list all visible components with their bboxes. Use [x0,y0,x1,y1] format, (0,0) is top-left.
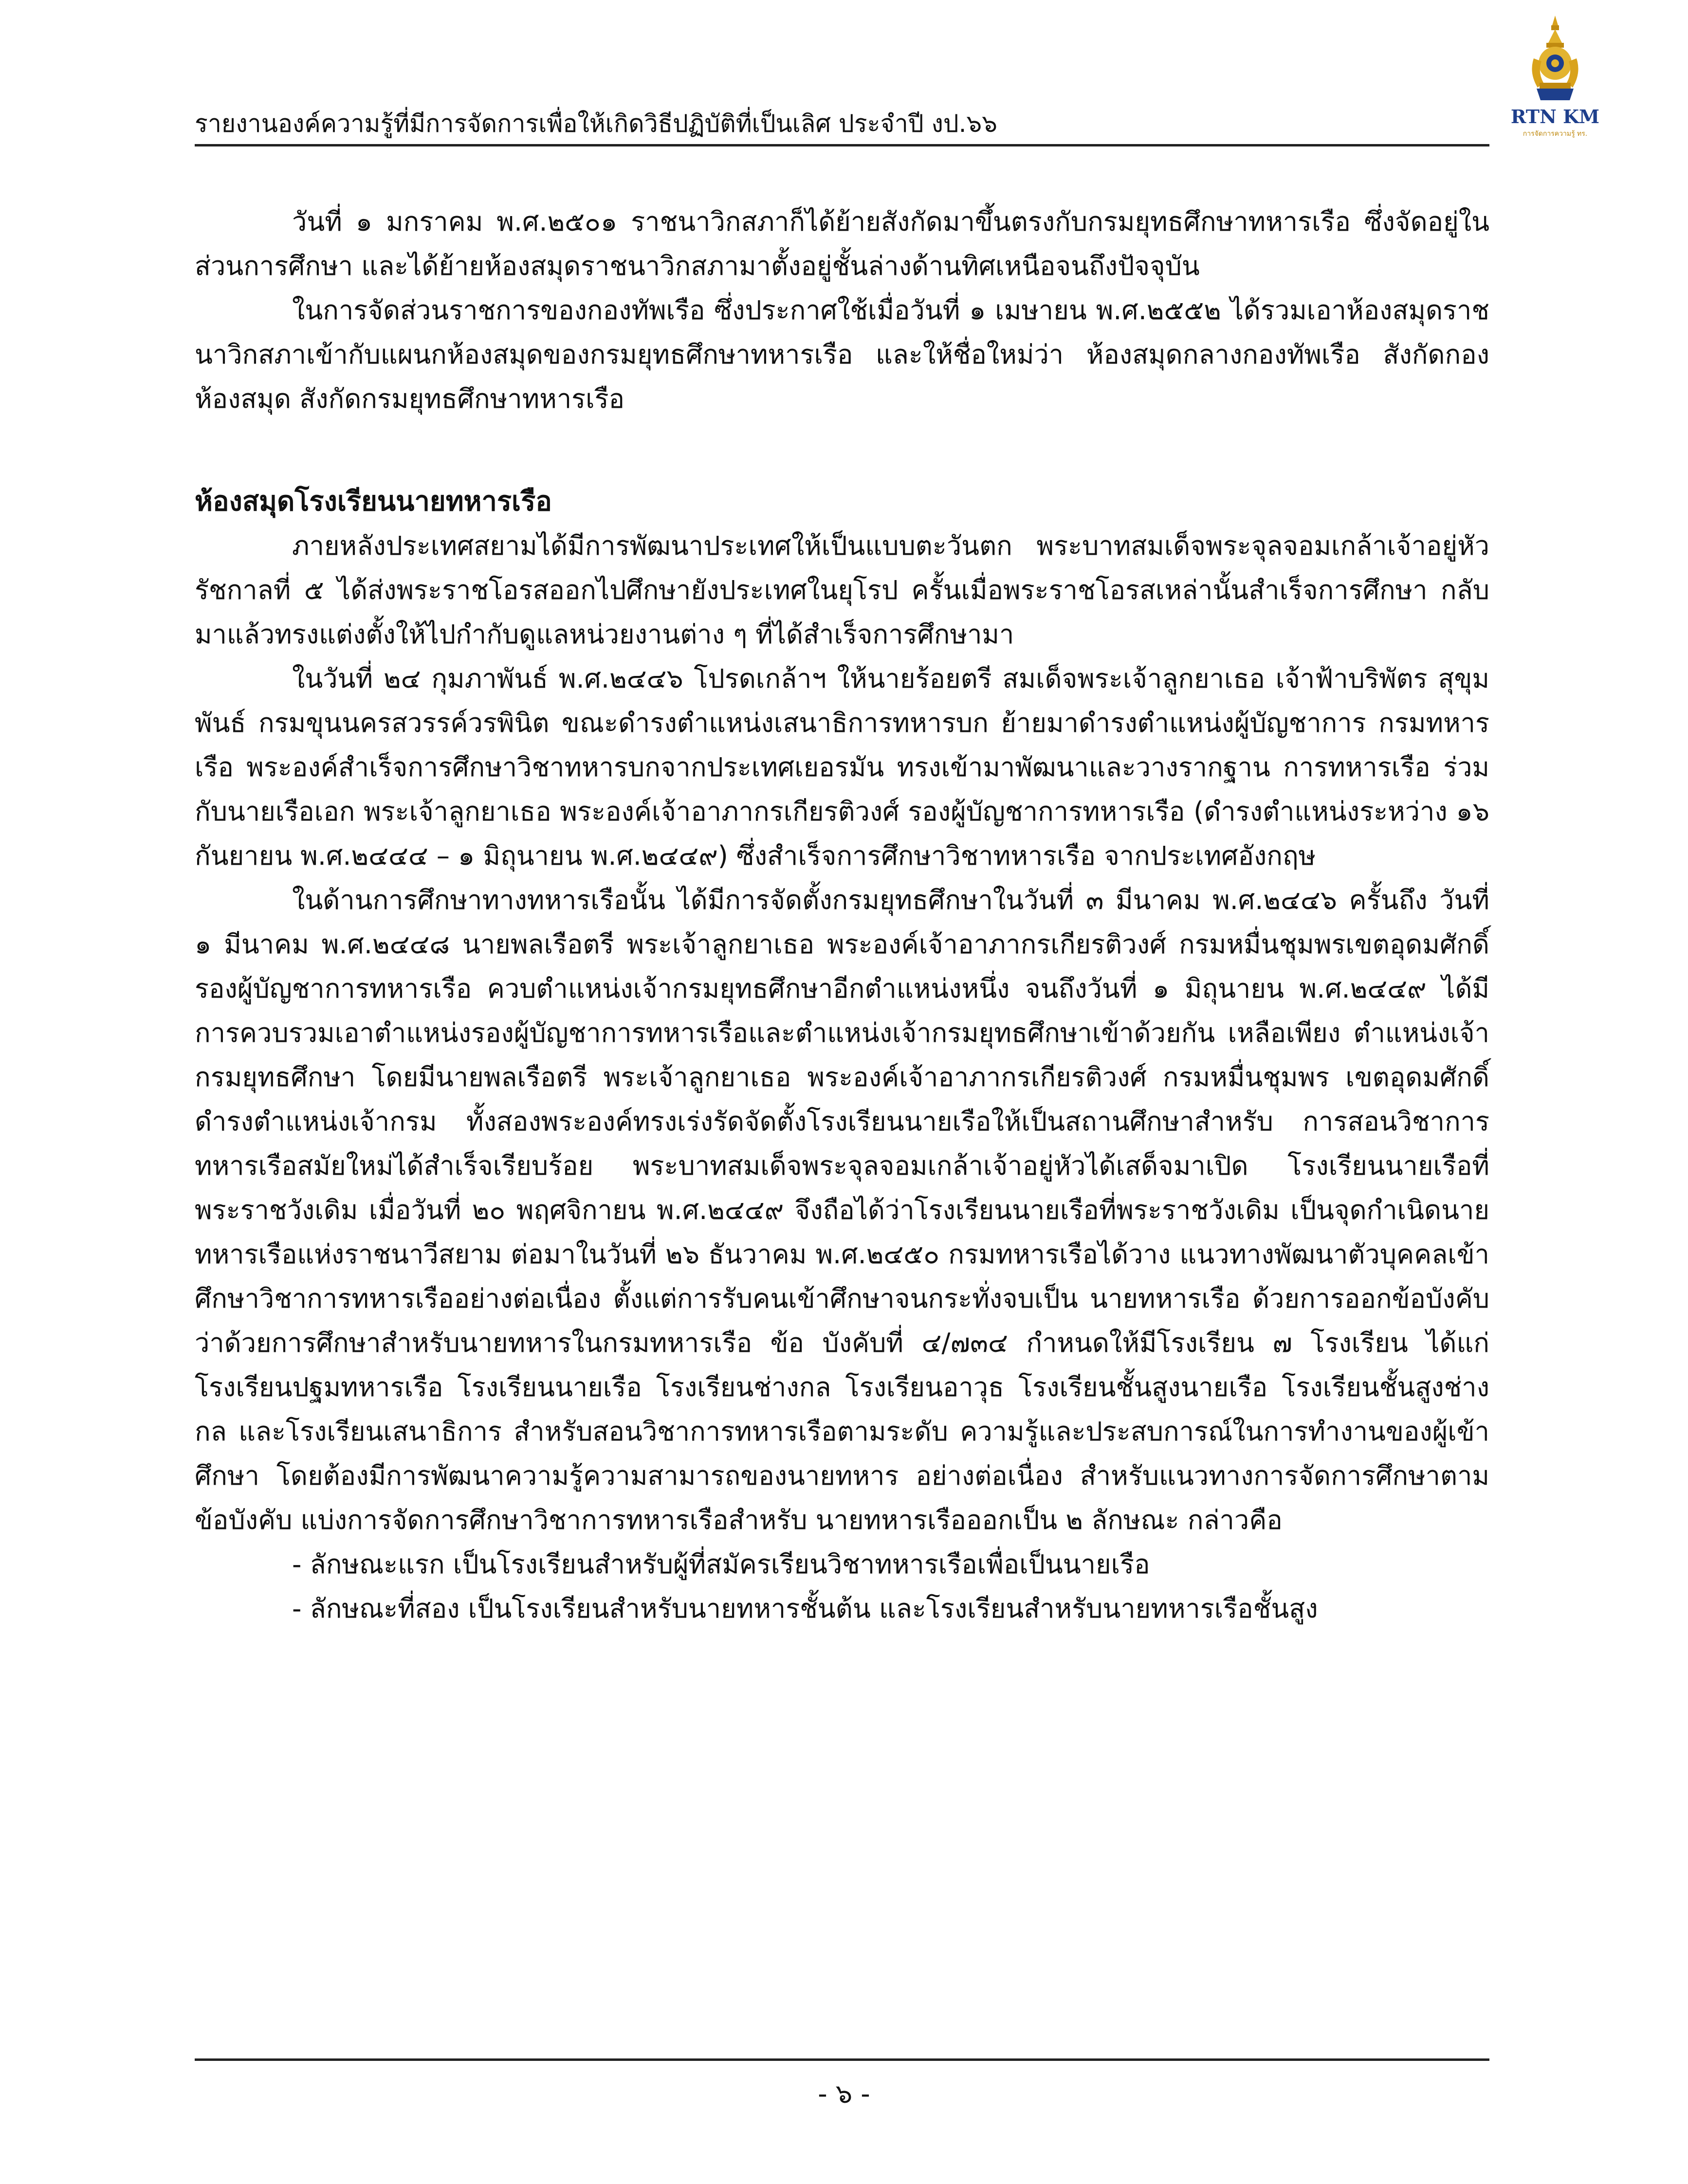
page-number: - ๖ - [818,2078,870,2109]
paragraph: ในด้านการศึกษาทางทหารเรือนั้น ได้มีการจัดตั้งกรมยุทธศึกษาในวันที่ ๓ มีนาคม พ.ศ.๒๔๔๖ ครั้นถึง วันที่ ๑ มีนาคม พ.ศ.๒๔๔๘ นายพลเรือตรี พระเจ้าลูกยาเธอ พระองค์เจ้าอาภากรเกียรติวงศ์ กรมหมื่นชุมพรเขตอุดมศักดิ์ รองผู้บัญชาการทหารเรือ ควบตำแหน่งเจ้ากรมยุทธศึกษาอีกตำแหน่งหนึ่ง จนถึงวันที่ ๑ มิถุนายน พ.ศ.๒๔๔๙ ได้มีการควบรวมเอาตำแหน่งรองผู้บัญชาการทหารเรือและตำแหน่งเจ้ากรมยุทธศึกษาเข้าด้วยกัน เหลือเพียง ตำแหน่งเจ้ากรมยุทธศึกษา โดยมีนายพลเรือตรี พระเจ้าลูกยาเธอ พระองค์เจ้าอาภากรเกียรติวงศ์ กรมหมื่นชุมพร เขตอุดมศักดิ์ ดำรงตำแหน่งเจ้ากรม ทั้งสองพระองค์ทรงเร่งรัดจัดตั้งโรงเรียนนายเรือให้เป็นสถานศึกษาสำหรับ การสอนวิชาการทหารเรือสมัยใหม่ได้สำเร็จเรียบร้อย พระบาทสมเด็จพระจุลจอมเกล้าเจ้าอยู่หัวได้เสด็จมาเปิด โรงเรียนนายเรือที่พระราชวังเดิม เมื่อวันที่ ๒๐ พฤศจิกายน พ.ศ.๒๔๔๙ จึงถือได้ว่าโรงเรียนนายเรือที่พระราชวังเดิม เป็นจุดกำเนิดนายทหารเรือแห่งราชนาวีสยาม ต่อมาในวันที่ ๒๖ ธันวาคม พ.ศ.๒๔๕๐ กรมทหารเรือได้วาง แนวทางพัฒนาตัวบุคคลเข้าศึกษาวิชาการทหารเรืออย่างต่อเนื่อง ตั้งแต่การรับคนเข้าศึกษาจนกระทั่งจบเป็น นายทหารเรือ ด้วยการออกข้อบังคับว่าด้วยการศึกษาสำหรับนายทหารในกรมทหารเรือ ข้อ บังคับที่ ๔/๗๓๔ กำหนดให้มีโรงเรียน ๗ โรงเรียน ได้แก่ โรงเรียนปฐมทหารเรือ โรงเรียนนายเรือ โรงเรียนช่างกล โรงเรียนอาวุธ โรงเรียนชั้นสูงนายเรือ โรงเรียนชั้นสูงช่างกล และโรงเรียนเสนาธิการ สำหรับสอนวิชาการทหารเรือตามระดับ ความรู้และประสบการณ์ในการทำงานของผู้เข้าศึกษา โดยต้องมีการพัฒนาความรู้ความสามารถของนายทหาร อย่างต่อเนื่อง สำหรับแนวทางการจัดการศึกษาตามข้อบังคับ แบ่งการจัดการศึกษาวิชาการทหารเรือสำหรับ นายทหารเรือออกเป็น ๒ ลักษณะ กล่าวคือ [195,885,1489,1535]
document-body [195,200,1489,1631]
header-title: รายงานองค์ความรู้ที่มีการจัดการเพื่อให้เกิดวิธีปฏิบัติที่เป็นเลิศ ประจำปี งป.๖๖ [195,109,997,138]
logo-text: RTN KM [1510,106,1600,127]
royal-crest-icon [1527,15,1583,102]
paragraph: ในวันที่ ๒๔ กุมภาพันธ์ พ.ศ.๒๔๔๖ โปรดเกล้าฯ ให้นายร้อยตรี สมเด็จพระเจ้าลูกยาเธอ เจ้าฟ้าบริพัตร สุขุมพันธ์ กรมขุนนครสวรรค์วรพินิต ขณะดำรงตำแหน่งเสนาธิการทหารบก ย้ายมาดำรงตำแหน่งผู้บัญชาการ กรมทหารเรือ พระองค์สำเร็จการศึกษาวิชาทหารบกจากประเทศเยอรมัน ทรงเข้ามาพัฒนาและวางรากฐาน การทหารเรือ ร่วมกับนายเรือเอก พระเจ้าลูกยาเธอ พระองค์เจ้าอาภากรเกียรติวงศ์ รองผู้บัญชาการทหารเรือ (ดำรงตำแหน่งระหว่าง ๑๖ กันยายน พ.ศ.๒๔๔๔ – ๑ มิถุนายน พ.ศ.๒๔๔๙) ซึ่งสำเร็จการศึกษาวิชาทหารเรือ จากประเทศอังกฤษ [195,663,1489,871]
paragraph: ภายหลังประเทศสยามได้มีการพัฒนาประเทศให้เป็นแบบตะวันตก พระบาทสมเด็จพระจุลจอมเกล้าเจ้าอยู่หัว รัชกาลที่ ๕ ได้ส่งพระราชโอรสออกไปศึกษายังประเทศในยุโรป ครั้นเมื่อพระราชโอรสเหล่านั้นสำเร็จการศึกษา กลับมาแล้วทรงแต่งตั้งให้ไปกำกับดูแลหน่วยงานต่าง ๆ ที่ได้สำเร็จการศึกษามา [195,530,1489,650]
bullet-item: - ลักษณะแรก เป็นโรงเรียนสำหรับผู้ที่สมัครเรียนวิชาทหารเรือเพื่อเป็นนายเรือ [292,1549,1150,1580]
header-rule [195,144,1489,146]
logo-subtext: การจัดการความรู้ ทร. [1523,130,1588,138]
rtn-km-logo [1502,15,1609,146]
paragraph: วันที่ ๑ มกราคม พ.ศ.๒๕๐๑ ราชนาวิกสภาก็ได้ย้ายสังกัดมาขึ้นตรงกับกรมยุทธศึกษาทหารเรือ ซึ่งจัดอยู่ในส่วนการศึกษา และได้ย้ายห้องสมุดราชนาวิกสภามาตั้งอยู่ชั้นล่างด้านทิศเหนือจนถึงปัจจุบัน [195,206,1489,281]
bullet-item: - ลักษณะที่สอง เป็นโรงเรียนสำหรับนายทหารชั้นต้น และโรงเรียนสำหรับนายทหารเรือชั้นสูง [292,1593,1318,1624]
paragraph: ในการจัดส่วนราชการของกองทัพเรือ ซึ่งประกาศใช้เมื่อวันที่ ๑ เมษายน พ.ศ.๒๕๕๒ ได้รวมเอาห้องสมุดราชนาวิกสภาเข้ากับแผนกห้องสมุดของกรมยุทธศึกษาทหารเรือ และให้ชื่อใหม่ว่า ห้องสมุดกลางกองทัพเรือ สังกัดกองห้องสมุด สังกัดกรมยุทธศึกษาทหารเรือ [195,295,1489,414]
footer-rule [195,2058,1489,2061]
page-header [195,102,1489,141]
section-heading: ห้องสมุดโรงเรียนนายทหารเรือ [195,486,552,517]
